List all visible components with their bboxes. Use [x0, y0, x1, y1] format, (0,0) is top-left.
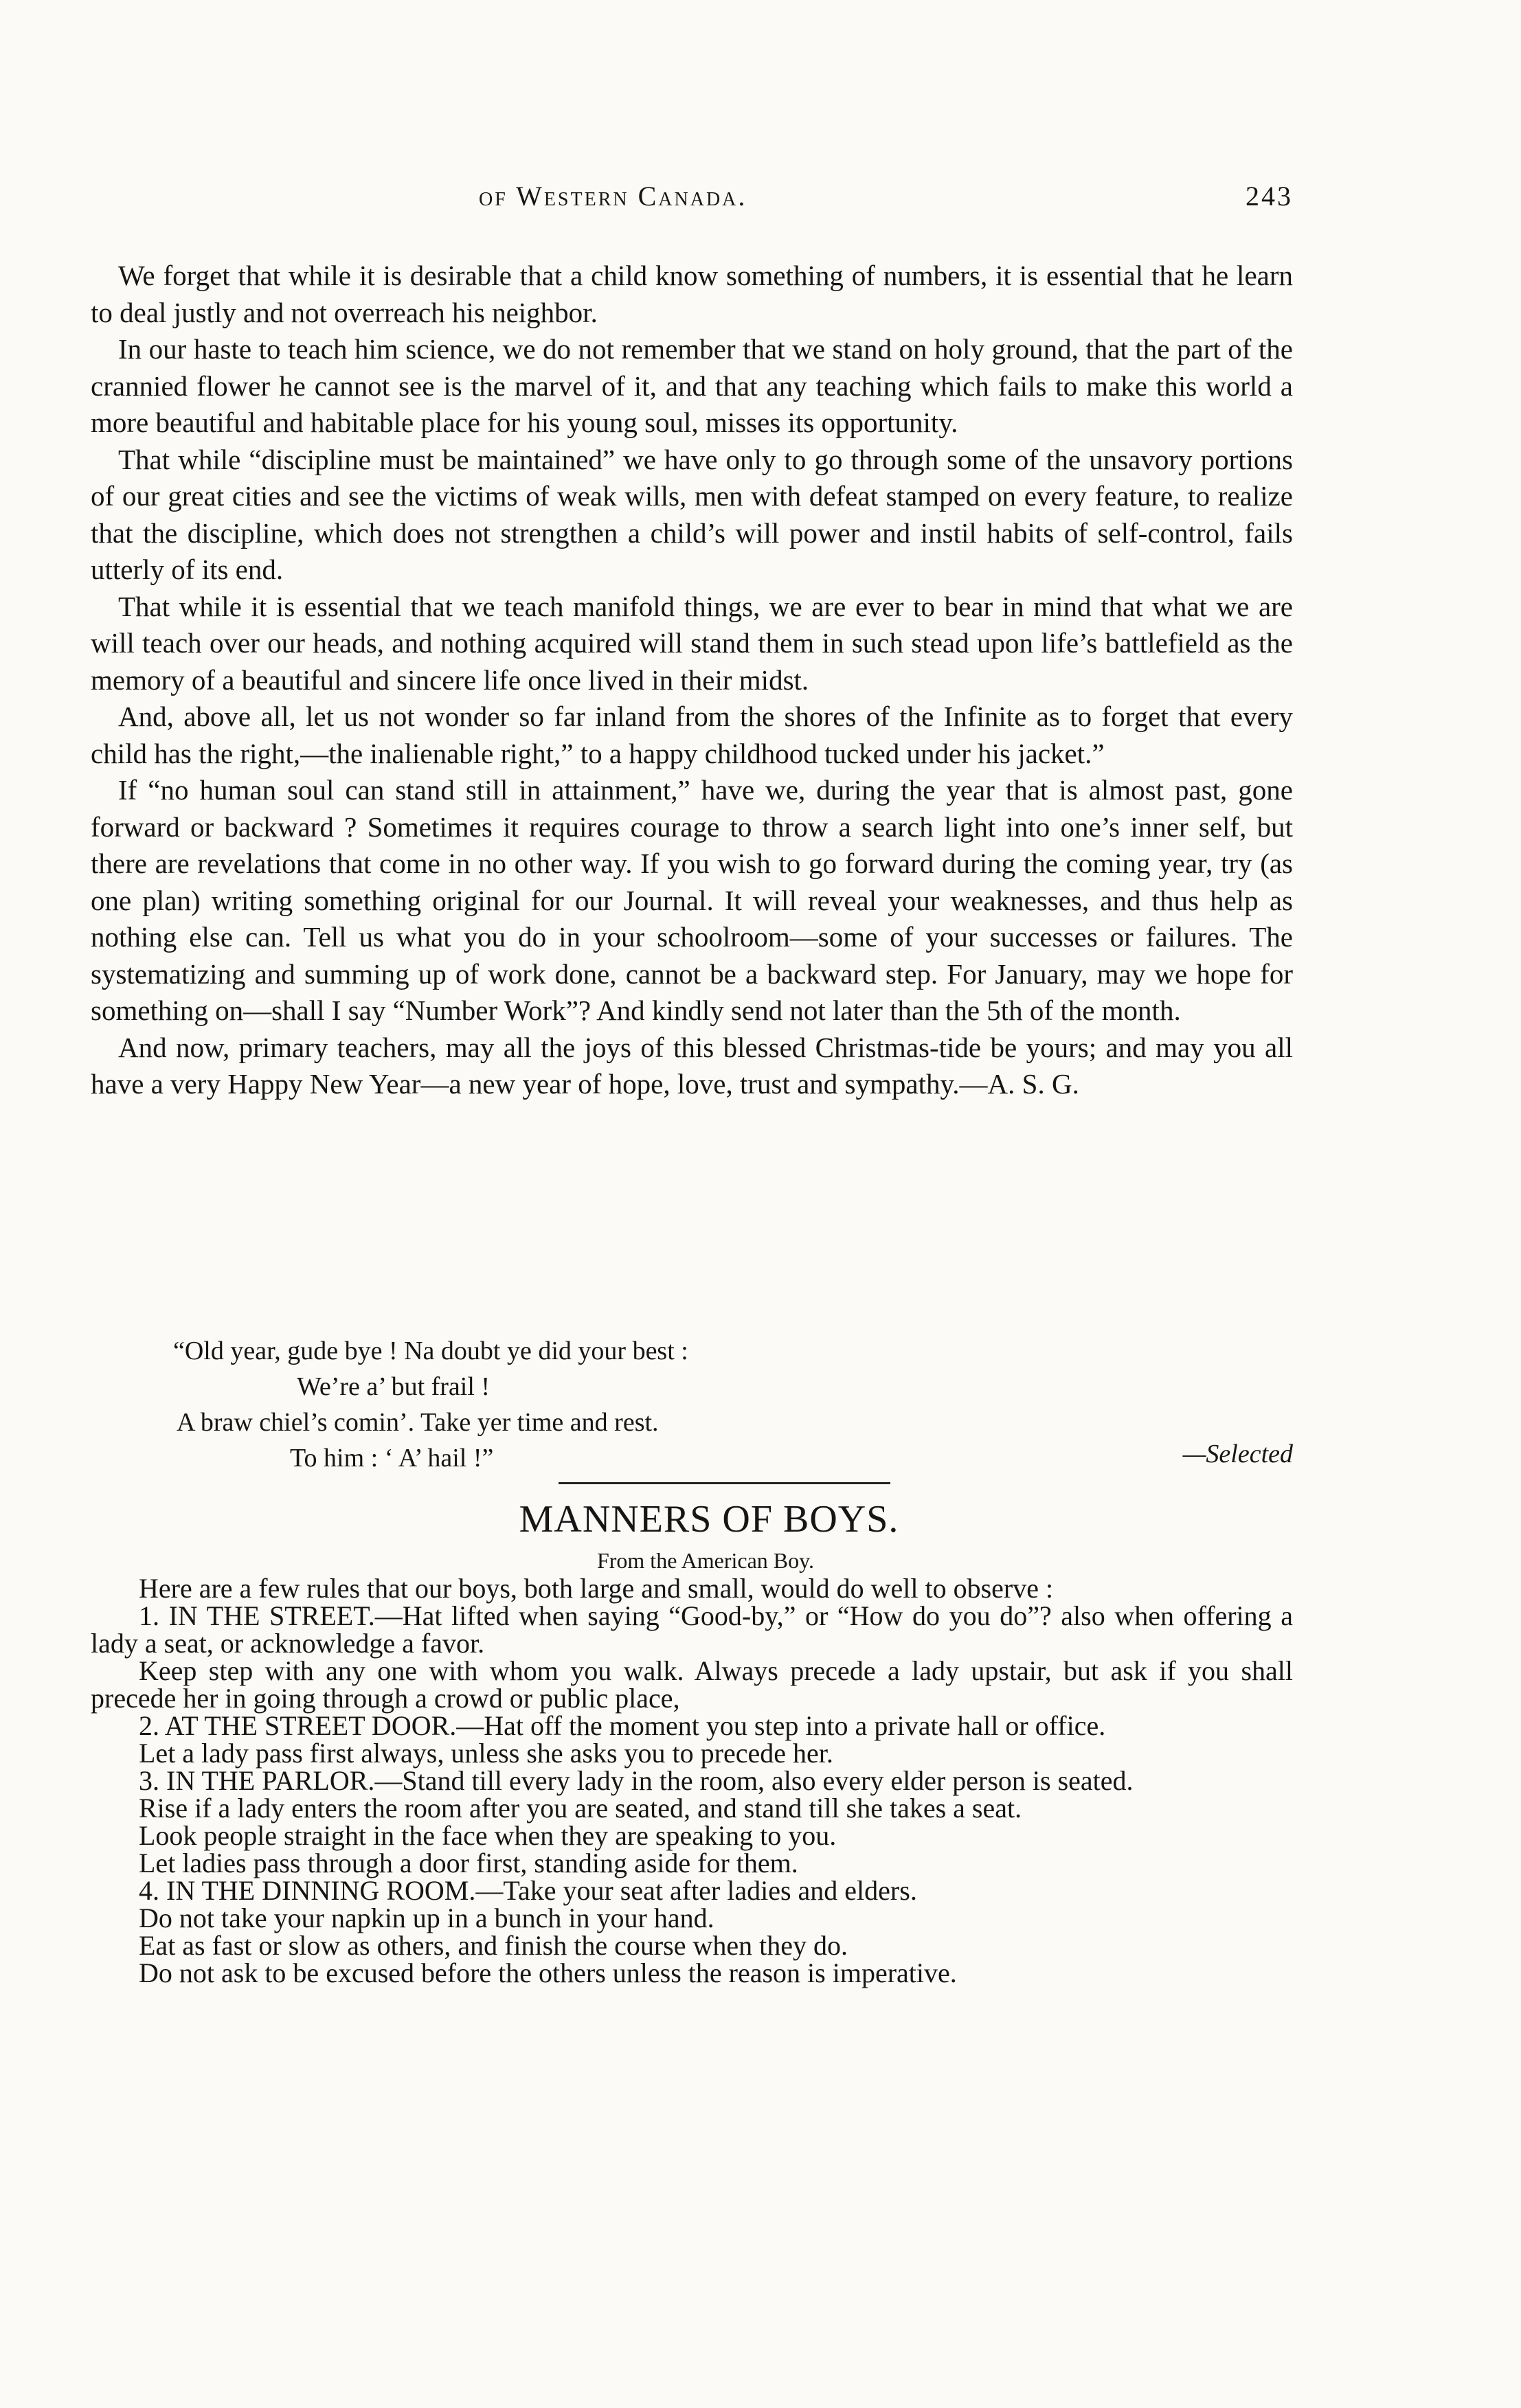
paragraph: Keep step with any one with whom you walk. Always precede a lady upstair, but ask if you shall precede her in going through a crowd or public place,	[91, 1655, 1293, 1714]
paragraph: Let ladies pass through a door first, standing aside for them.	[139, 1848, 798, 1878]
poem-line: We’re a’ but frail !	[297, 1372, 491, 1401]
poem-line: A braw chiel’s comin’. Take yer time and rest.	[177, 1408, 659, 1437]
paragraph: If “no human soul can stand still in attainment,” have we, during the year that is almost past, gone forward or backward ? Sometimes it requires courage to throw a search light into one’s inner self, but there are revelations that come in no other way. If you wish to go forward during the coming year, try (as one plan) writing something original for our Journal. It will reveal your weaknesses, and thus help as nothing else can. Tell us what you do in your schoolroom—some of your successes or failures. The systematizing and summing up of work done, cannot be a backward step. For January, may we hope for something on—shall I say “Number Work”? And kindly send not later than the 5th of the month.	[91, 774, 1293, 1026]
paragraph: Let a lady pass first always, unless she asks you to precede her.	[139, 1738, 833, 1769]
article-source-text: From the American Boy.	[596, 1548, 815, 1573]
paragraph: Look people straight in the face when they are speaking to you.	[139, 1820, 837, 1851]
paragraph: In our haste to teach him science, we do not remember that we stand on holy ground, that the part of the crannied flower he cannot see is the marvel of it, and that any teaching which fails to make this world a more beautiful and habitable place for his young soul, misses its opportunity.	[91, 333, 1293, 438]
article-source	[91, 1548, 1293, 1574]
article-title	[91, 1497, 1293, 1541]
page-number: 243	[1246, 181, 1293, 212]
paragraph: Do not ask to be excused before the others unless the reason is imperative.	[139, 1957, 957, 1988]
paragraph: Rise if a lady enters the room after you are seated, and stand till she takes a seat.	[139, 1793, 1022, 1824]
poem-line: To him : ‘ A’ hail !”	[290, 1444, 494, 1473]
running-header	[91, 180, 1293, 221]
paragraph: That while “discipline must be maintained” we have only to go through some of the unsavory portions of our great cities and see the victims of weak wills, men with defeat stamped on every feature, to realize that the discipline, which does not strengthen a child’s will power and instil habits of self-control, fails utterly of its end.	[91, 443, 1293, 585]
paragraph: 2. AT THE STREET DOOR.—Hat off the moment you step into a private hall or office.	[139, 1710, 1106, 1741]
paragraph: That while it is essential that we teach manifold things, we are ever to bear in mind that what we are will teach over our heads, and nothing acquired will stand them in such stead upon life’s battlefield as the memory of a beautiful and sincere life once lived in their midst.	[91, 590, 1293, 696]
paragraph: Do not take your napkin up in a bunch in your hand.	[139, 1902, 714, 1933]
paragraph: 4. IN THE DINNING ROOM.—Take your seat after ladies and elders.	[139, 1875, 917, 1906]
poem-attribution: —Selected	[1182, 1440, 1293, 1468]
paragraph: 1. IN THE STREET.—Hat lifted when saying “Good-by,” or “How do you do”? also when offering a lady a seat, or acknowledge a favor.	[91, 1600, 1293, 1659]
poem-line: “Old year, gude bye ! Na doubt ye did your best :	[173, 1337, 688, 1365]
article-title-text: MANNERS OF BOYS.	[519, 1498, 899, 1541]
paragraph: Here are a few rules that our boys, both large and small, would do well to observe :	[139, 1573, 1054, 1604]
paragraph: And, above all, let us not wonder so far inland from the shores of the Infinite as to forget that every child has the right,—the inalienable right,” to a happy childhood tucked under his jacket.”	[91, 701, 1293, 769]
article-body	[91, 1575, 1293, 1987]
article-body	[91, 258, 1293, 1103]
poem	[91, 1333, 1293, 1476]
paragraph: 3. IN THE PARLOR.—Stand till every lady in the room, also every elder person is seated.	[139, 1765, 1134, 1796]
section-divider	[559, 1482, 890, 1484]
paragraph: We forget that while it is desirable that a child know something of numbers, it is essential that he learn to deal justly and not overreach his neighbor.	[91, 260, 1293, 328]
paragraph: Eat as fast or slow as others, and finish the course when they do.	[139, 1930, 848, 1961]
document-page	[91, 0, 1293, 2408]
running-title: of Western Canada.	[479, 181, 747, 212]
paragraph: And now, primary teachers, may all the joys of this blessed Christmas-tide be yours; and may you all have a very Happy New Year—a new year of hope, love, trust and sympathy.—A. S. G.	[91, 1031, 1293, 1100]
